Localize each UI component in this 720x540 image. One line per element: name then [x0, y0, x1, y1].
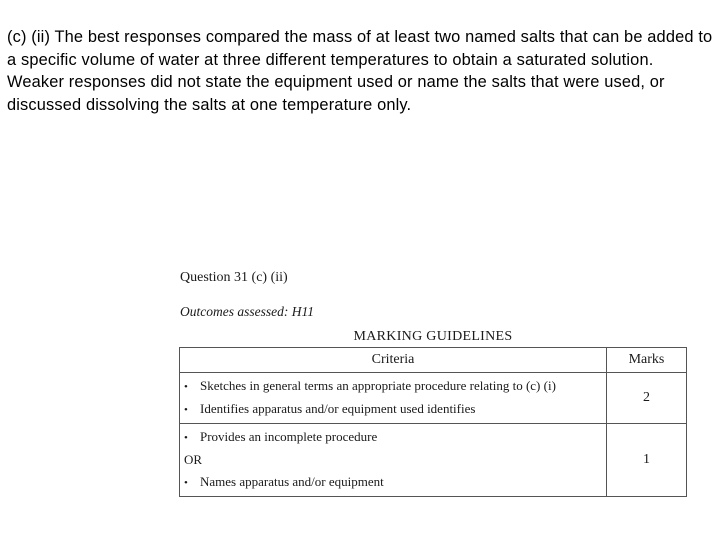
- or-connector: OR: [184, 452, 203, 467]
- criterion-item: [184, 375, 602, 398]
- marking-guidelines-table: [179, 347, 687, 497]
- bullet-icon: •: [184, 381, 188, 393]
- criterion-item: [184, 471, 602, 494]
- marking-guidelines-heading: MARKING GUIDELINES: [353, 329, 513, 344]
- criterion-text: Sketches in general terms an appropriate procedure relating to (c) (i): [200, 378, 556, 393]
- feedback-paragraph: (c) (ii) The best responses compared the mass of at least two named salts that can be added to a specific volume of water at three different temperatures to obtain a saturated solution. Weaker responses did not state the equipment used or name the salts that were used, or discussed dissolving the salts at one temperature only.: [7, 28, 713, 114]
- criteria-header: Criteria: [180, 348, 607, 373]
- bullet-icon: •: [184, 404, 188, 416]
- table-row: [180, 373, 687, 424]
- criterion-text: Identifies apparatus and/or equipment used identifies: [200, 401, 476, 416]
- question-title: Question 31 (c) (ii): [180, 270, 288, 285]
- criteria-cell: [180, 373, 607, 424]
- bullet-icon: •: [184, 432, 188, 444]
- criterion-item: [184, 426, 602, 449]
- criteria-cell: [180, 424, 607, 497]
- criterion-item: [184, 398, 602, 421]
- table-row: [180, 424, 687, 497]
- marks-cell: 1: [607, 424, 687, 497]
- table-header-row: [180, 348, 687, 373]
- bullet-icon: •: [184, 477, 188, 489]
- marks-cell: 2: [607, 373, 687, 424]
- criterion-text: Provides an incomplete procedure: [200, 429, 378, 444]
- criterion-text: Names apparatus and/or equipment: [200, 474, 384, 489]
- outcomes-assessed: Outcomes assessed: H11: [180, 304, 314, 319]
- marks-header: Marks: [607, 348, 687, 373]
